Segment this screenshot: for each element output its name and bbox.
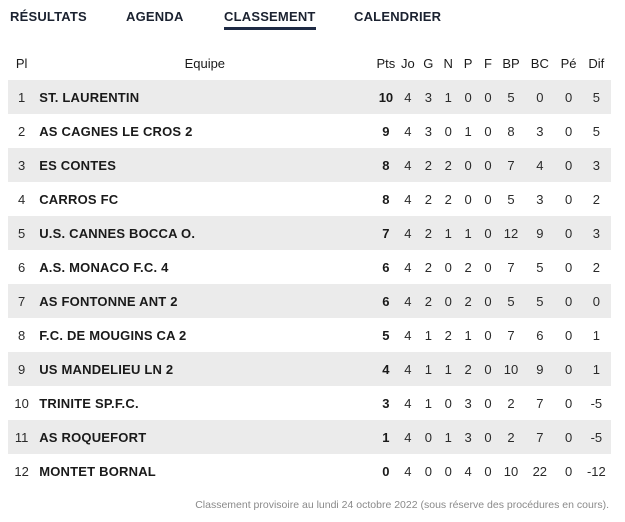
- cell-played: 4: [397, 114, 418, 148]
- cell-forfeit: 0: [478, 352, 498, 386]
- cell-won: 2: [418, 216, 438, 250]
- header-goals-for: BP: [502, 55, 520, 71]
- cell-points: 8: [374, 148, 397, 182]
- table-row: [8, 182, 611, 216]
- cell-penalty: 0: [556, 352, 582, 386]
- cell-penalty: 0: [556, 318, 582, 352]
- cell-goals-for: 7: [498, 148, 524, 182]
- tab-classement[interactable]: CLASSEMENT: [224, 9, 316, 24]
- header-forfeit: F: [484, 55, 492, 71]
- cell-goals-against: 3: [524, 114, 555, 148]
- standings-body: [8, 80, 611, 488]
- header-goal-diff: Dif: [588, 55, 605, 71]
- table-row: [8, 352, 611, 386]
- cell-lost: 1: [458, 114, 478, 148]
- cell-played: 4: [397, 318, 418, 352]
- cell-goal-diff: 3: [582, 216, 611, 250]
- cell-drawn: 1: [438, 216, 458, 250]
- header-won: G: [423, 55, 434, 71]
- cell-points: 8: [374, 182, 397, 216]
- cell-played: 4: [397, 182, 418, 216]
- cell-lost: 1: [458, 318, 478, 352]
- cell-team: U.S. CANNES BOCCA O.: [35, 216, 374, 250]
- table-row: [8, 454, 611, 488]
- cell-penalty: 0: [556, 114, 582, 148]
- cell-won: 3: [418, 114, 438, 148]
- cell-played: 4: [397, 454, 418, 488]
- cell-penalty: 0: [556, 386, 582, 420]
- cell-won: 0: [418, 454, 438, 488]
- cell-points: 5: [374, 318, 397, 352]
- cell-points: 7: [374, 216, 397, 250]
- cell-drawn: 2: [438, 182, 458, 216]
- cell-drawn: 0: [438, 284, 458, 318]
- cell-goals-for: 5: [498, 80, 524, 114]
- standings-table: [8, 46, 611, 488]
- cell-won: 2: [418, 250, 438, 284]
- cell-team: MONTET BORNAL: [35, 454, 374, 488]
- cell-goals-for: 2: [498, 386, 524, 420]
- cell-played: 4: [397, 80, 418, 114]
- cell-team: AS FONTONNE ANT 2: [35, 284, 374, 318]
- cell-goals-for: 5: [498, 182, 524, 216]
- cell-goal-diff: 5: [582, 80, 611, 114]
- table-row: [8, 216, 611, 250]
- cell-penalty: 0: [556, 454, 582, 488]
- cell-goal-diff: 2: [582, 182, 611, 216]
- cell-team: F.C. DE MOUGINS CA 2: [35, 318, 374, 352]
- header-penalty: Pé: [560, 55, 577, 71]
- cell-goal-diff: 1: [582, 352, 611, 386]
- cell-goals-against: 5: [524, 250, 555, 284]
- cell-rank: 11: [8, 420, 35, 454]
- cell-rank: 1: [8, 80, 35, 114]
- cell-drawn: 0: [438, 386, 458, 420]
- cell-forfeit: 0: [478, 420, 498, 454]
- cell-won: 1: [418, 386, 438, 420]
- cell-goals-for: 7: [498, 250, 524, 284]
- cell-points: 0: [374, 454, 397, 488]
- cell-team: US MANDELIEU LN 2: [35, 352, 374, 386]
- cell-goals-for: 10: [498, 352, 524, 386]
- table-header-row: [8, 46, 611, 80]
- cell-played: 4: [397, 352, 418, 386]
- cell-goal-diff: 1: [582, 318, 611, 352]
- cell-lost: 1: [458, 216, 478, 250]
- cell-points: 10: [374, 80, 397, 114]
- header-lost: P: [463, 55, 473, 71]
- cell-rank: 12: [8, 454, 35, 488]
- cell-forfeit: 0: [478, 80, 498, 114]
- cell-points: 6: [374, 284, 397, 318]
- cell-played: 4: [397, 148, 418, 182]
- cell-goals-against: 3: [524, 182, 555, 216]
- cell-goals-against: 22: [524, 454, 555, 488]
- cell-penalty: 0: [556, 420, 582, 454]
- tab-agenda[interactable]: AGENDA: [126, 9, 184, 24]
- cell-goals-against: 9: [524, 216, 555, 250]
- cell-goals-for: 2: [498, 420, 524, 454]
- cell-played: 4: [397, 420, 418, 454]
- cell-rank: 7: [8, 284, 35, 318]
- cell-won: 2: [418, 284, 438, 318]
- header-points: Pts: [376, 55, 396, 71]
- cell-lost: 3: [458, 386, 478, 420]
- cell-rank: 4: [8, 182, 35, 216]
- table-row: [8, 80, 611, 114]
- tab-bar: [0, 0, 625, 36]
- cell-played: 4: [397, 386, 418, 420]
- cell-goals-for: 8: [498, 114, 524, 148]
- cell-forfeit: 0: [478, 318, 498, 352]
- cell-drawn: 0: [438, 250, 458, 284]
- cell-goals-against: 7: [524, 386, 555, 420]
- cell-lost: 0: [458, 148, 478, 182]
- cell-won: 3: [418, 80, 438, 114]
- cell-goals-for: 7: [498, 318, 524, 352]
- cell-goals-against: 9: [524, 352, 555, 386]
- cell-team: ST. LAURENTIN: [35, 80, 374, 114]
- cell-goals-against: 0: [524, 80, 555, 114]
- cell-goals-for: 10: [498, 454, 524, 488]
- cell-drawn: 2: [438, 148, 458, 182]
- cell-forfeit: 0: [478, 216, 498, 250]
- cell-goal-diff: 3: [582, 148, 611, 182]
- cell-lost: 0: [458, 80, 478, 114]
- header-team: Equipe: [184, 55, 226, 71]
- cell-penalty: 0: [556, 284, 582, 318]
- cell-team: AS ROQUEFORT: [35, 420, 374, 454]
- cell-forfeit: 0: [478, 250, 498, 284]
- cell-penalty: 0: [556, 148, 582, 182]
- cell-goal-diff: 2: [582, 250, 611, 284]
- cell-lost: 2: [458, 284, 478, 318]
- table-row: [8, 318, 611, 352]
- header-goals-against: BC: [530, 55, 549, 71]
- cell-team: CARROS FC: [35, 182, 374, 216]
- cell-lost: 2: [458, 352, 478, 386]
- cell-penalty: 0: [556, 250, 582, 284]
- cell-team: A.S. MONACO F.C. 4: [35, 250, 374, 284]
- header-rank: Pl: [15, 55, 28, 71]
- cell-won: 2: [418, 148, 438, 182]
- table-row: [8, 420, 611, 454]
- cell-penalty: 0: [556, 80, 582, 114]
- header-played: Jo: [401, 55, 415, 71]
- cell-rank: 6: [8, 250, 35, 284]
- cell-won: 1: [418, 318, 438, 352]
- cell-team: ES CONTES: [35, 148, 374, 182]
- cell-forfeit: 0: [478, 454, 498, 488]
- table-row: [8, 148, 611, 182]
- cell-drawn: 1: [438, 420, 458, 454]
- cell-won: 1: [418, 352, 438, 386]
- cell-drawn: 1: [438, 352, 458, 386]
- table-row: [8, 284, 611, 318]
- cell-rank: 8: [8, 318, 35, 352]
- cell-goal-diff: -5: [582, 386, 611, 420]
- cell-goals-against: 5: [524, 284, 555, 318]
- cell-goal-diff: 5: [582, 114, 611, 148]
- cell-drawn: 0: [438, 114, 458, 148]
- cell-forfeit: 0: [478, 148, 498, 182]
- cell-forfeit: 0: [478, 182, 498, 216]
- cell-penalty: 0: [556, 216, 582, 250]
- cell-forfeit: 0: [478, 114, 498, 148]
- tab-calendrier[interactable]: CALENDRIER: [354, 9, 442, 24]
- cell-goals-against: 7: [524, 420, 555, 454]
- cell-rank: 3: [8, 148, 35, 182]
- cell-goal-diff: 0: [582, 284, 611, 318]
- cell-goals-for: 5: [498, 284, 524, 318]
- cell-lost: 2: [458, 250, 478, 284]
- cell-played: 4: [397, 216, 418, 250]
- table-row: [8, 386, 611, 420]
- cell-rank: 9: [8, 352, 35, 386]
- cell-goal-diff: -12: [582, 454, 611, 488]
- cell-points: 4: [374, 352, 397, 386]
- cell-goals-for: 12: [498, 216, 524, 250]
- cell-rank: 10: [8, 386, 35, 420]
- standings-footnote: Classement provisoire au lundi 24 octobre 2022 (sous réserve des procédures en cours).: [195, 499, 609, 511]
- cell-points: 1: [374, 420, 397, 454]
- header-drawn: N: [443, 55, 453, 71]
- cell-lost: 0: [458, 182, 478, 216]
- cell-won: 0: [418, 420, 438, 454]
- table-row: [8, 114, 611, 148]
- cell-goals-against: 4: [524, 148, 555, 182]
- cell-goal-diff: -5: [582, 420, 611, 454]
- cell-rank: 2: [8, 114, 35, 148]
- cell-played: 4: [397, 284, 418, 318]
- tab-resultats[interactable]: RÉSULTATS: [10, 9, 87, 24]
- cell-team: AS CAGNES LE CROS 2: [35, 114, 374, 148]
- cell-team: TRINITE SP.F.C.: [35, 386, 374, 420]
- cell-penalty: 0: [556, 182, 582, 216]
- cell-rank: 5: [8, 216, 35, 250]
- table-row: [8, 250, 611, 284]
- cell-forfeit: 0: [478, 386, 498, 420]
- cell-played: 4: [397, 250, 418, 284]
- cell-drawn: 2: [438, 318, 458, 352]
- cell-forfeit: 0: [478, 284, 498, 318]
- cell-points: 9: [374, 114, 397, 148]
- cell-goals-against: 6: [524, 318, 555, 352]
- cell-drawn: 1: [438, 80, 458, 114]
- cell-points: 3: [374, 386, 397, 420]
- cell-won: 2: [418, 182, 438, 216]
- cell-lost: 3: [458, 420, 478, 454]
- cell-drawn: 0: [438, 454, 458, 488]
- cell-lost: 4: [458, 454, 478, 488]
- cell-points: 6: [374, 250, 397, 284]
